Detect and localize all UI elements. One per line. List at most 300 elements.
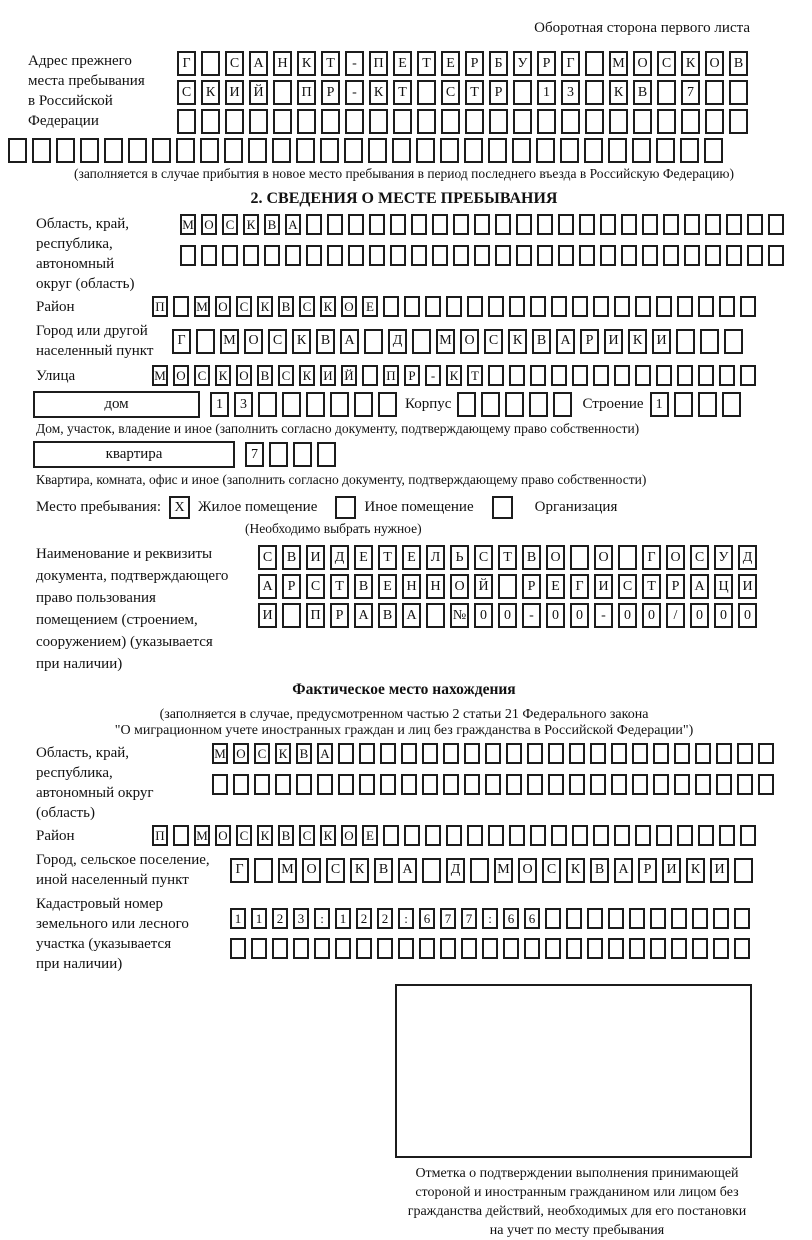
char-cell[interactable]: И — [710, 858, 729, 883]
char-cell[interactable] — [317, 442, 336, 467]
char-cell[interactable]: 0 — [546, 603, 565, 628]
char-cell[interactable] — [254, 858, 273, 883]
char-cell[interactable] — [293, 442, 312, 467]
char-cell[interactable] — [465, 109, 484, 134]
char-cell[interactable]: А — [354, 603, 373, 628]
char-cell[interactable] — [481, 392, 500, 417]
char-cell[interactable] — [180, 245, 196, 266]
char-cell[interactable]: Т — [321, 51, 340, 76]
char-cell[interactable]: Н — [426, 574, 445, 599]
char-cell[interactable] — [201, 109, 220, 134]
char-cell[interactable] — [383, 825, 399, 846]
char-cell[interactable] — [676, 329, 695, 354]
char-cell[interactable] — [230, 938, 246, 959]
char-cell[interactable] — [719, 825, 735, 846]
char-cell[interactable] — [657, 109, 676, 134]
char-cell[interactable] — [553, 392, 572, 417]
char-cell[interactable] — [432, 214, 448, 235]
char-cell[interactable] — [464, 774, 480, 795]
char-cell[interactable]: П — [369, 51, 388, 76]
char-cell[interactable] — [656, 365, 672, 386]
char-cell[interactable] — [747, 245, 763, 266]
char-cell[interactable]: 3 — [561, 80, 580, 105]
char-cell[interactable] — [485, 774, 501, 795]
char-cell[interactable] — [548, 743, 564, 764]
char-cell[interactable] — [551, 825, 567, 846]
char-cell[interactable] — [330, 392, 349, 417]
char-cell[interactable]: № — [450, 603, 469, 628]
char-cell[interactable]: К — [369, 80, 388, 105]
char-cell[interactable]: 6 — [524, 908, 540, 929]
char-cell[interactable] — [529, 392, 548, 417]
char-cell[interactable]: Т — [465, 80, 484, 105]
char-cell[interactable]: Т — [393, 80, 412, 105]
char-cell[interactable]: 2 — [356, 908, 372, 929]
char-cell[interactable] — [314, 938, 330, 959]
char-cell[interactable] — [545, 908, 561, 929]
char-cell[interactable] — [530, 296, 546, 317]
char-cell[interactable]: М — [194, 825, 210, 846]
char-cell[interactable] — [621, 245, 637, 266]
char-cell[interactable] — [282, 392, 301, 417]
char-cell[interactable]: - — [425, 365, 441, 386]
char-cell[interactable] — [344, 138, 363, 163]
char-cell[interactable] — [716, 743, 732, 764]
char-cell[interactable] — [398, 938, 414, 959]
char-cell[interactable] — [608, 938, 624, 959]
char-cell[interactable]: Р — [330, 603, 349, 628]
char-cell[interactable]: Ь — [450, 545, 469, 570]
char-cell[interactable] — [457, 392, 476, 417]
char-cell[interactable] — [404, 825, 420, 846]
char-cell[interactable]: 0 — [738, 603, 757, 628]
char-cell[interactable] — [296, 138, 315, 163]
char-cell[interactable]: Г — [172, 329, 191, 354]
char-cell[interactable] — [656, 138, 675, 163]
char-cell[interactable] — [453, 214, 469, 235]
char-cell[interactable]: П — [383, 365, 399, 386]
char-cell[interactable]: Н — [402, 574, 421, 599]
char-cell[interactable] — [380, 774, 396, 795]
char-cell[interactable]: С — [258, 545, 277, 570]
char-cell[interactable] — [600, 214, 616, 235]
char-cell[interactable] — [503, 938, 519, 959]
char-cell[interactable]: В — [374, 858, 393, 883]
char-cell[interactable]: К — [257, 825, 273, 846]
char-cell[interactable]: Е — [441, 51, 460, 76]
char-cell[interactable] — [254, 774, 270, 795]
char-cell[interactable]: Т — [417, 51, 436, 76]
char-cell[interactable]: С — [441, 80, 460, 105]
char-cell[interactable]: 6 — [419, 908, 435, 929]
char-cell[interactable] — [698, 825, 714, 846]
char-cell[interactable] — [629, 938, 645, 959]
char-cell[interactable] — [633, 109, 652, 134]
char-cell[interactable] — [513, 109, 532, 134]
char-cell[interactable]: В — [633, 80, 652, 105]
char-cell[interactable]: Т — [498, 545, 517, 570]
char-cell[interactable]: П — [152, 296, 168, 317]
char-cell[interactable] — [443, 774, 459, 795]
char-cell[interactable]: И — [306, 545, 325, 570]
char-cell[interactable] — [537, 109, 556, 134]
char-cell[interactable]: Й — [474, 574, 493, 599]
char-cell[interactable] — [506, 774, 522, 795]
char-cell[interactable] — [705, 214, 721, 235]
char-cell[interactable] — [393, 109, 412, 134]
char-cell[interactable]: Й — [341, 365, 357, 386]
char-cell[interactable] — [425, 296, 441, 317]
char-cell[interactable] — [758, 743, 774, 764]
char-cell[interactable]: 1 — [537, 80, 556, 105]
char-cell[interactable]: В — [278, 825, 294, 846]
char-cell[interactable] — [488, 825, 504, 846]
char-cell[interactable] — [737, 743, 753, 764]
char-cell[interactable] — [269, 442, 288, 467]
char-cell[interactable] — [695, 743, 711, 764]
char-cell[interactable]: Р — [404, 365, 420, 386]
char-cell[interactable] — [747, 214, 763, 235]
char-cell[interactable] — [426, 603, 445, 628]
char-cell[interactable]: Е — [402, 545, 421, 570]
char-cell[interactable]: М — [220, 329, 239, 354]
checkbox-organization[interactable] — [492, 496, 513, 519]
char-cell[interactable] — [285, 245, 301, 266]
char-cell[interactable] — [569, 774, 585, 795]
char-cell[interactable] — [530, 365, 546, 386]
char-cell[interactable]: К — [350, 858, 369, 883]
char-cell[interactable] — [464, 138, 483, 163]
char-cell[interactable] — [513, 80, 532, 105]
char-cell[interactable] — [587, 908, 603, 929]
char-cell[interactable] — [614, 825, 630, 846]
char-cell[interactable] — [740, 825, 756, 846]
char-cell[interactable] — [251, 938, 267, 959]
char-cell[interactable]: С — [268, 329, 287, 354]
char-cell[interactable]: И — [652, 329, 671, 354]
char-cell[interactable] — [440, 138, 459, 163]
char-cell[interactable]: М — [180, 214, 196, 235]
char-cell[interactable] — [585, 51, 604, 76]
char-cell[interactable]: К — [609, 80, 628, 105]
char-cell[interactable] — [724, 329, 743, 354]
char-cell[interactable] — [306, 214, 322, 235]
char-cell[interactable] — [734, 938, 750, 959]
char-cell[interactable] — [719, 296, 735, 317]
char-cell[interactable] — [579, 214, 595, 235]
char-cell[interactable]: - — [345, 80, 364, 105]
char-cell[interactable]: О — [705, 51, 724, 76]
char-cell[interactable] — [698, 365, 714, 386]
char-cell[interactable] — [671, 908, 687, 929]
char-cell[interactable]: 7 — [245, 442, 264, 467]
char-cell[interactable]: В — [522, 545, 541, 570]
char-cell[interactable]: Р — [666, 574, 685, 599]
char-cell[interactable] — [297, 109, 316, 134]
char-cell[interactable] — [611, 774, 627, 795]
char-cell[interactable]: С — [194, 365, 210, 386]
char-cell[interactable]: 3 — [234, 392, 253, 417]
char-cell[interactable]: 1 — [335, 908, 351, 929]
char-cell[interactable]: С — [236, 296, 252, 317]
char-cell[interactable]: А — [258, 574, 277, 599]
char-cell[interactable]: 6 — [503, 908, 519, 929]
char-cell[interactable] — [719, 365, 735, 386]
char-cell[interactable]: В — [354, 574, 373, 599]
char-cell[interactable] — [128, 138, 147, 163]
char-cell[interactable] — [419, 938, 435, 959]
char-cell[interactable] — [249, 109, 268, 134]
char-cell[interactable] — [692, 938, 708, 959]
char-cell[interactable] — [296, 774, 312, 795]
checkbox-residential[interactable]: X — [169, 496, 190, 519]
char-cell[interactable] — [572, 365, 588, 386]
char-cell[interactable]: И — [662, 858, 681, 883]
char-cell[interactable] — [272, 938, 288, 959]
char-cell[interactable] — [698, 296, 714, 317]
char-cell[interactable] — [677, 296, 693, 317]
char-cell[interactable] — [600, 245, 616, 266]
char-cell[interactable] — [629, 908, 645, 929]
char-cell[interactable] — [585, 80, 604, 105]
char-cell[interactable]: К — [320, 825, 336, 846]
char-cell[interactable]: О — [450, 574, 469, 599]
char-cell[interactable] — [593, 365, 609, 386]
char-cell[interactable]: О — [236, 365, 252, 386]
char-cell[interactable] — [642, 214, 658, 235]
char-cell[interactable] — [642, 245, 658, 266]
char-cell[interactable]: С — [306, 574, 325, 599]
char-cell[interactable] — [740, 365, 756, 386]
char-cell[interactable]: Е — [354, 545, 373, 570]
char-cell[interactable] — [740, 296, 756, 317]
char-cell[interactable]: В — [257, 365, 273, 386]
char-cell[interactable] — [593, 296, 609, 317]
char-cell[interactable]: О — [460, 329, 479, 354]
char-cell[interactable] — [635, 365, 651, 386]
char-cell[interactable] — [422, 858, 441, 883]
char-cell[interactable]: Й — [249, 80, 268, 105]
char-cell[interactable] — [335, 938, 351, 959]
char-cell[interactable] — [104, 138, 123, 163]
char-cell[interactable]: М — [609, 51, 628, 76]
char-cell[interactable]: С — [222, 214, 238, 235]
char-cell[interactable]: А — [285, 214, 301, 235]
char-cell[interactable] — [632, 743, 648, 764]
char-cell[interactable] — [726, 214, 742, 235]
char-cell[interactable] — [681, 109, 700, 134]
char-cell[interactable]: А — [317, 743, 333, 764]
char-cell[interactable]: Д — [330, 545, 349, 570]
char-cell[interactable] — [705, 80, 724, 105]
char-cell[interactable] — [248, 138, 267, 163]
char-cell[interactable]: С — [542, 858, 561, 883]
char-cell[interactable] — [677, 365, 693, 386]
char-cell[interactable] — [579, 245, 595, 266]
char-cell[interactable] — [674, 743, 690, 764]
char-cell[interactable]: О — [594, 545, 613, 570]
char-cell[interactable]: С — [299, 825, 315, 846]
char-cell[interactable]: М — [152, 365, 168, 386]
char-cell[interactable] — [272, 138, 291, 163]
char-cell[interactable]: К — [446, 365, 462, 386]
char-cell[interactable]: Р — [522, 574, 541, 599]
char-cell[interactable] — [378, 392, 397, 417]
char-cell[interactable]: И — [594, 574, 613, 599]
char-cell[interactable] — [584, 138, 603, 163]
char-cell[interactable] — [614, 296, 630, 317]
char-cell[interactable] — [713, 908, 729, 929]
char-cell[interactable] — [474, 214, 490, 235]
char-cell[interactable] — [441, 109, 460, 134]
char-cell[interactable] — [611, 743, 627, 764]
char-cell[interactable] — [275, 774, 291, 795]
char-cell[interactable] — [380, 743, 396, 764]
char-cell[interactable] — [698, 392, 717, 417]
char-cell[interactable]: Т — [330, 574, 349, 599]
char-cell[interactable] — [768, 245, 784, 266]
char-cell[interactable] — [506, 743, 522, 764]
char-cell[interactable] — [453, 245, 469, 266]
char-cell[interactable] — [704, 138, 723, 163]
char-cell[interactable] — [327, 214, 343, 235]
char-cell[interactable]: П — [297, 80, 316, 105]
char-cell[interactable]: М — [436, 329, 455, 354]
char-cell[interactable]: О — [666, 545, 685, 570]
char-cell[interactable] — [618, 545, 637, 570]
char-cell[interactable] — [593, 825, 609, 846]
char-cell[interactable] — [680, 138, 699, 163]
char-cell[interactable]: А — [249, 51, 268, 76]
char-cell[interactable]: О — [546, 545, 565, 570]
char-cell[interactable]: В — [278, 296, 294, 317]
char-cell[interactable] — [537, 245, 553, 266]
char-cell[interactable] — [608, 908, 624, 929]
char-cell[interactable] — [560, 138, 579, 163]
char-cell[interactable]: О — [302, 858, 321, 883]
char-cell[interactable]: С — [474, 545, 493, 570]
char-cell[interactable] — [495, 245, 511, 266]
char-cell[interactable]: Л — [426, 545, 445, 570]
char-cell[interactable] — [467, 825, 483, 846]
char-cell[interactable] — [356, 938, 372, 959]
char-cell[interactable]: К — [299, 365, 315, 386]
char-cell[interactable] — [635, 296, 651, 317]
char-cell[interactable]: 7 — [681, 80, 700, 105]
char-cell[interactable] — [548, 774, 564, 795]
char-cell[interactable] — [608, 138, 627, 163]
char-cell[interactable] — [432, 245, 448, 266]
char-cell[interactable]: К — [275, 743, 291, 764]
char-cell[interactable] — [653, 774, 669, 795]
char-cell[interactable] — [656, 825, 672, 846]
char-cell[interactable] — [464, 743, 480, 764]
char-cell[interactable] — [258, 392, 277, 417]
char-cell[interactable] — [273, 109, 292, 134]
char-cell[interactable] — [345, 109, 364, 134]
char-cell[interactable]: : — [314, 908, 330, 929]
char-cell[interactable]: В — [316, 329, 335, 354]
char-cell[interactable] — [558, 245, 574, 266]
char-cell[interactable] — [509, 825, 525, 846]
char-cell[interactable] — [684, 245, 700, 266]
char-cell[interactable]: К — [508, 329, 527, 354]
char-cell[interactable]: Г — [230, 858, 249, 883]
char-cell[interactable]: К — [215, 365, 231, 386]
char-cell[interactable]: 3 — [293, 908, 309, 929]
char-cell[interactable] — [737, 774, 753, 795]
char-cell[interactable] — [722, 392, 741, 417]
char-cell[interactable]: С — [618, 574, 637, 599]
char-cell[interactable] — [524, 938, 540, 959]
char-cell[interactable] — [338, 743, 354, 764]
char-cell[interactable] — [609, 109, 628, 134]
char-cell[interactable] — [516, 245, 532, 266]
char-cell[interactable]: И — [225, 80, 244, 105]
char-cell[interactable] — [359, 743, 375, 764]
char-cell[interactable]: К — [681, 51, 700, 76]
char-cell[interactable]: К — [320, 296, 336, 317]
char-cell[interactable] — [440, 938, 456, 959]
char-cell[interactable] — [364, 329, 383, 354]
char-cell[interactable] — [653, 743, 669, 764]
char-cell[interactable]: Е — [362, 825, 378, 846]
char-cell[interactable]: 2 — [272, 908, 288, 929]
char-cell[interactable]: С — [225, 51, 244, 76]
char-cell[interactable] — [674, 774, 690, 795]
char-cell[interactable] — [561, 109, 580, 134]
char-cell[interactable]: С — [690, 545, 709, 570]
char-cell[interactable] — [80, 138, 99, 163]
char-cell[interactable] — [200, 138, 219, 163]
char-cell[interactable] — [422, 774, 438, 795]
char-cell[interactable] — [551, 365, 567, 386]
char-cell[interactable] — [233, 774, 249, 795]
char-cell[interactable]: Т — [642, 574, 661, 599]
char-cell[interactable]: О — [341, 825, 357, 846]
char-cell[interactable] — [632, 774, 648, 795]
char-cell[interactable] — [656, 296, 672, 317]
char-cell[interactable] — [224, 138, 243, 163]
char-cell[interactable] — [369, 109, 388, 134]
char-cell[interactable] — [488, 365, 504, 386]
char-cell[interactable] — [416, 138, 435, 163]
char-cell[interactable]: 0 — [474, 603, 493, 628]
char-cell[interactable] — [566, 908, 582, 929]
char-cell[interactable]: 0 — [618, 603, 637, 628]
char-cell[interactable] — [317, 774, 333, 795]
char-cell[interactable] — [482, 938, 498, 959]
char-cell[interactable] — [362, 365, 378, 386]
char-cell[interactable]: И — [258, 603, 277, 628]
checkbox-other-premises[interactable] — [335, 496, 356, 519]
char-cell[interactable]: С — [326, 858, 345, 883]
char-cell[interactable] — [545, 938, 561, 959]
char-cell[interactable]: Р — [282, 574, 301, 599]
char-cell[interactable] — [282, 603, 301, 628]
char-cell[interactable] — [530, 825, 546, 846]
char-cell[interactable] — [306, 392, 325, 417]
char-cell[interactable] — [377, 938, 393, 959]
char-cell[interactable] — [412, 329, 431, 354]
char-cell[interactable]: С — [278, 365, 294, 386]
char-cell[interactable]: / — [666, 603, 685, 628]
char-cell[interactable]: Е — [546, 574, 565, 599]
char-cell[interactable] — [536, 138, 555, 163]
char-cell[interactable]: О — [244, 329, 263, 354]
char-cell[interactable]: У — [513, 51, 532, 76]
char-cell[interactable] — [369, 214, 385, 235]
